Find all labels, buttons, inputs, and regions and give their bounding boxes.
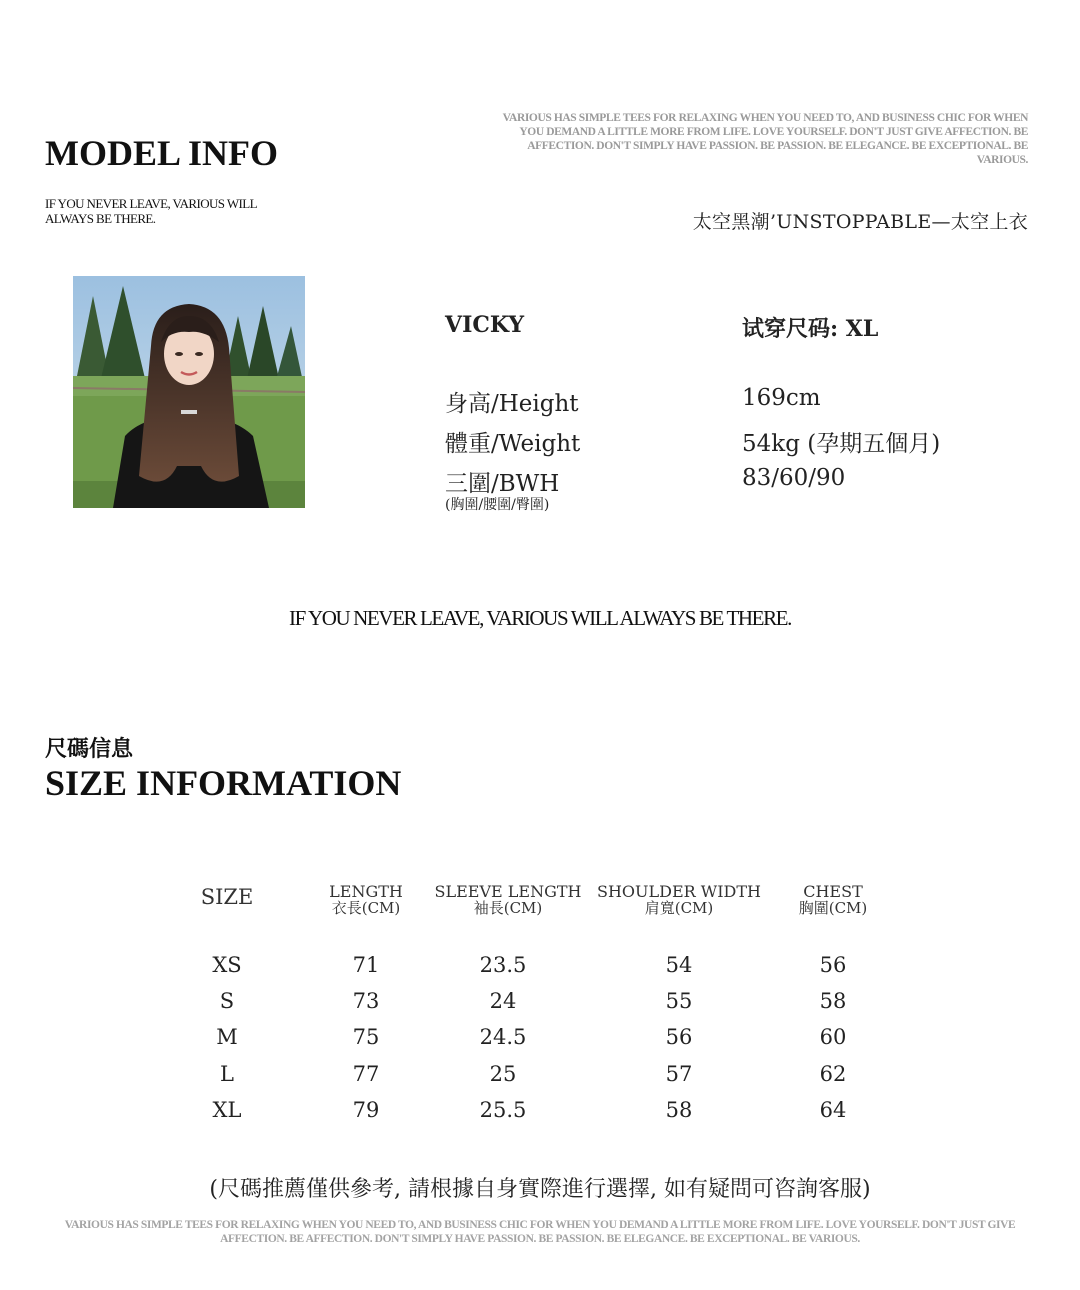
col-header-length (306, 883, 426, 917)
bwh-label: 三圍/BWH (445, 471, 560, 497)
cell-shoulder: 55 (665, 989, 693, 1013)
cell-size: XL (212, 1098, 242, 1122)
cell-length: 73 (352, 989, 380, 1013)
cell-size: L (220, 1062, 234, 1086)
cell-sleeve: 25.5 (479, 1098, 527, 1122)
cell-sleeve: 25 (489, 1062, 517, 1086)
col-header-chest (773, 883, 893, 917)
cell-size: XS (212, 953, 242, 977)
middle-tagline: IF YOU NEVER LEAVE, VARIOUS WILL ALWAYS BE THERE. (289, 606, 791, 630)
col-header-length-cn: 衣長(CM) (331, 899, 401, 917)
size-disclaimer: (尺碼推薦僅供參考, 請根據自身實際進行選擇, 如有疑問可咨詢客服) (209, 1177, 871, 1202)
weight-value: 54kg (孕期五個月) (742, 431, 941, 457)
cell-size: M (216, 1025, 238, 1049)
col-header-sleeve (428, 883, 588, 917)
model-photo (73, 276, 305, 508)
bwh-value: 83/60/90 (742, 465, 846, 491)
cell-chest: 60 (819, 1025, 847, 1049)
header-blurb: VARIOUS HAS SIMPLE TEES FOR RELAXING WHEN YOU NEED TO, AND BUSINESS CHIC FOR WHEN YOU DEMAND A LITTLE MORE FROM LIFE. LOVE YOURSELF. DON'T JUST GIVE AFFECTION. BE AFFECTION. DON'T SIMPLY HAVE PASSION. BE PASSION. BE ELEGANCE. BE EXCEPTIONAL. BE VARIOUS. (502, 112, 1028, 166)
page-title: MODEL INFO (45, 133, 279, 173)
cell-sleeve: 24 (489, 989, 517, 1013)
col-header-size (167, 885, 287, 909)
col-header-sleeve-en: SLEEVE LENGTH (434, 882, 582, 901)
model-size-tried: 试穿尺码: XL (742, 316, 879, 342)
col-header-chest-en: CHEST (803, 882, 863, 901)
cell-shoulder: 54 (665, 953, 693, 977)
cell-length: 75 (352, 1025, 380, 1049)
weight-label: 體重/Weight (445, 431, 581, 457)
col-header-length-en: LENGTH (329, 882, 403, 901)
cell-chest: 62 (819, 1062, 847, 1086)
size-title-cn: 尺碼信息 (45, 736, 134, 762)
col-header-chest-cn: 胸圍(CM) (798, 899, 868, 917)
cell-shoulder: 56 (665, 1025, 693, 1049)
col-header-shoulder-cn: 肩寬(CM) (644, 899, 714, 917)
height-label: 身高/Height (445, 391, 579, 417)
cell-length: 79 (352, 1098, 380, 1122)
cell-shoulder: 57 (665, 1062, 693, 1086)
cell-length: 77 (352, 1062, 380, 1086)
cell-sleeve: 24.5 (479, 1025, 527, 1049)
model-name: VICKY (445, 312, 525, 338)
cell-chest: 56 (819, 953, 847, 977)
col-header-shoulder (594, 883, 764, 917)
footer-blurb: VARIOUS HAS SIMPLE TEES FOR RELAXING WHEN YOU NEED TO, AND BUSINESS CHIC FOR WHEN YOU DEMAND A LITTLE MORE FROM LIFE. LOVE YOURSELF. DON'T JUST GIVE AFFECTION. BE AFFECTION. DON'T SIMPLY HAVE PASSION. BE PASSION. BE ELEGANCE. BE EXCEPTIONAL. BE VARIOUS. (64, 1219, 1016, 1245)
cell-shoulder: 58 (665, 1098, 693, 1122)
col-header-shoulder-en: SHOULDER WIDTH (597, 882, 761, 901)
size-title: SIZE INFORMATION (45, 763, 402, 803)
col-header-size-en: SIZE (200, 885, 254, 909)
cell-length: 71 (352, 953, 380, 977)
cell-chest: 58 (819, 989, 847, 1013)
cell-size: S (219, 989, 235, 1013)
bwh-note: (胸圍/腰圍/臀圍) (445, 497, 550, 513)
model-photo-illustration (73, 276, 305, 508)
cell-sleeve: 23.5 (479, 953, 527, 977)
col-header-sleeve-cn: 袖長(CM) (473, 899, 543, 917)
height-value: 169cm (742, 385, 821, 411)
product-name: 太空黑潮’UNSTOPPABLE—太空上衣 (692, 211, 1028, 233)
header-tagline: IF YOU NEVER LEAVE, VARIOUS WILL ALWAYS BE THERE. (45, 196, 257, 226)
cell-chest: 64 (819, 1098, 847, 1122)
